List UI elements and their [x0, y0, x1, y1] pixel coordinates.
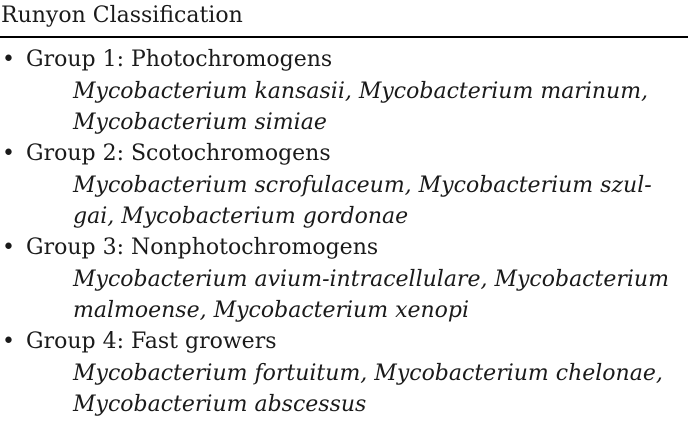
title-divider [0, 36, 688, 38]
group-label: Group 3: Nonphotochromogens [26, 235, 379, 260]
group-label: Group 4: Fast growers [26, 329, 277, 354]
group-label: Group 2: Scotochromogens [26, 141, 331, 166]
species-line: Mycobacterium kansasii, Mycobacterium marinum, [73, 79, 649, 104]
species-line: Mycobacterium avium-intracellulare, Mycobacterium [73, 267, 669, 292]
bullet-icon: • [2, 235, 15, 260]
species-line: gai, Mycobacterium gordonae [73, 204, 409, 229]
box-title: Runyon Classification [1, 3, 243, 28]
group-item-1 [0, 44, 688, 138]
bullet-icon: • [2, 141, 15, 166]
bullet-icon: • [2, 329, 15, 354]
species-line: Mycobacterium scrofulaceum, Mycobacterium szul- [73, 173, 652, 198]
species-line: malmoense, Mycobacterium xenopi [73, 298, 470, 323]
group-label: Group 1: Photochromogens [26, 47, 333, 72]
group-item-3 [0, 232, 688, 326]
group-item-2 [0, 138, 688, 232]
species-line: Mycobacterium abscessus [73, 392, 367, 417]
species-line: Mycobacterium fortuitum, Mycobacterium chelonae, [73, 361, 663, 386]
bullet-icon: • [2, 47, 15, 72]
group-item-4 [0, 326, 688, 420]
group-list [0, 44, 688, 420]
species-line: Mycobacterium simiae [73, 110, 327, 135]
